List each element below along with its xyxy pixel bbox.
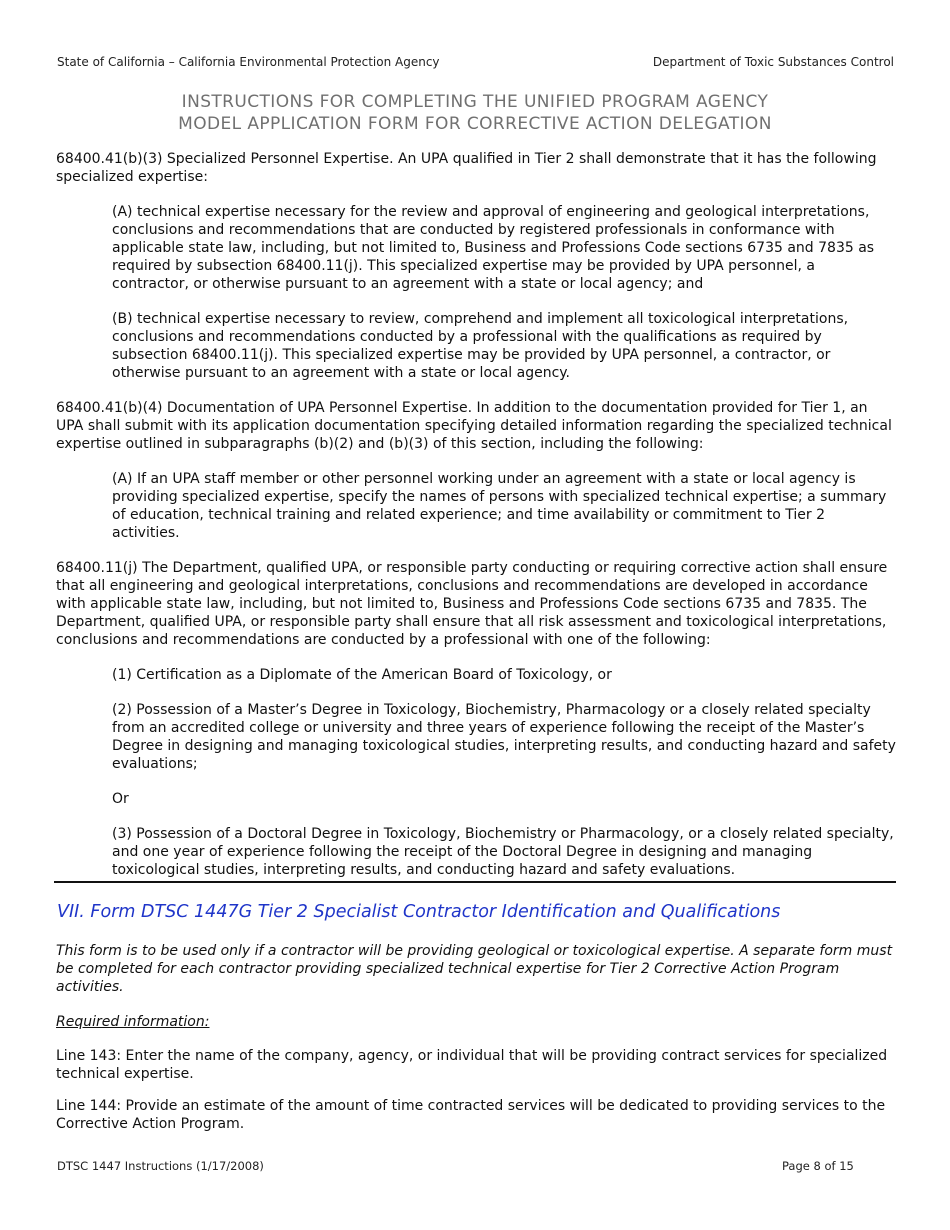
subparagraph-a-engineering: (A) technical expertise necessary for the review and approval of engineering and geological interpretations, conclusions and recommendations that are conducted by registered professionals in conformance with applicable state law, including, but not limited to, Business and Professions Code sections 6735 and 7835 as required by subsection 68400.11(j). This specialized expertise may be provided by UPA personnel, a contractor, or otherwise pursuant to an agreement with a state or local agency; and: [112, 204, 875, 292]
section-intro: This form is to be used only if a contractor will be providing geological or toxicological expertise. A separate form must be completed for each contractor providing specialized technical expertise for Tier 2 Corrective Action Program activities.: [56, 943, 893, 995]
section-heading: VII. Form DTSC 1447G Tier 2 Specialist Contractor Identification and Qualifications: [57, 902, 781, 922]
footer-form-id: DTSC 1447 Instructions (1/17/2008): [57, 1159, 264, 1173]
regulation-text: [56, 150, 896, 896]
section-divider: [54, 881, 896, 883]
line-143-instruction: Line 143: Enter the name of the company, agency, or individual that will be providing contract services for specialized technical expertise.: [56, 1048, 888, 1082]
item-2-masters: (2) Possession of a Master’s Degree in Toxicology, Biochemistry, Pharmacology or a closely related specialty from an accredited college or university and three years of experience following the receipt of the Master’s Degree in designing and managing toxicological studies, interpreting results, and conducting hazard and safety evaluations;: [112, 702, 896, 772]
subparagraph-b-toxicological: (B) technical expertise necessary to review, comprehend and implement all toxicological interpretations, conclusions and recommendations conducted by a professional with the qualifications as required by subsection 68400.11(j). This specialized expertise may be provided by UPA personnel, a contractor, or otherwise pursuant to an agreement with a state or local agency.: [112, 311, 849, 381]
header-agency: State of California – California Environmental Protection Agency: [57, 55, 440, 69]
page-title: [0, 91, 950, 135]
page-title-line-1: INSTRUCTIONS FOR COMPLETING THE UNIFIED PROGRAM AGENCY: [181, 92, 769, 112]
required-information-label: Required information:: [56, 1014, 210, 1030]
header-department: Department of Toxic Substances Control: [652, 55, 894, 69]
item-1-certification: (1) Certification as a Diplomate of the American Board of Toxicology, or: [112, 667, 612, 683]
item-3-doctoral: (3) Possession of a Doctoral Degree in Toxicology, Biochemistry or Pharmacology, or a closely related specialty, and one year of experience following the receipt of the Doctoral Degree in designing and managing toxicological studies, interpreting results, and conducting hazard and safety evaluations.: [112, 826, 894, 878]
paragraph-68400-41-b-4: 68400.41(b)(4) Documentation of UPA Personnel Expertise. In addition to the documentation provided for Tier 1, an UPA shall submit with its application documentation specifying detailed information regarding the specialized technical expertise outlined in subparagraphs (b)(2) and (b)(3) of this section, including the following:: [56, 400, 892, 452]
item-or: Or: [112, 791, 129, 807]
line-144-instruction: Line 144: Provide an estimate of the amount of time contracted services will be dedicated to providing services to the Corrective Action Program.: [56, 1098, 886, 1132]
section-text: [56, 942, 896, 1147]
paragraph-68400-11-j: 68400.11(j) The Department, qualified UPA, or responsible party conducting or requiring corrective action shall ensure that all engineering and geological interpretations, conclusions and recommendations are developed in accordance with applicable state law, including, but not limited to, Business and Professions Code sections 6735 and 7835. The Department, qualified UPA, or responsible party shall ensure that all risk assessment and toxicological interpretations, conclusions and recommendations are conducted by a professional with one of the following:: [56, 560, 888, 648]
paragraph-68400-41-b-3: 68400.41(b)(3) Specialized Personnel Expertise. An UPA qualified in Tier 2 shall demonstrate that it has the following specialized expertise:: [56, 151, 877, 185]
page-title-line-2: MODEL APPLICATION FORM FOR CORRECTIVE ACTION DELEGATION: [178, 114, 772, 134]
page-number: Page 8 of 15: [782, 1159, 854, 1173]
subparagraph-a-staff: (A) If an UPA staff member or other personnel working under an agreement with a state or local agency is providing specialized expertise, specify the names of persons with specialized technical expertise; a summary of education, technical training and related experience; and time availability or commitment to Tier 2 activities.: [112, 471, 887, 541]
